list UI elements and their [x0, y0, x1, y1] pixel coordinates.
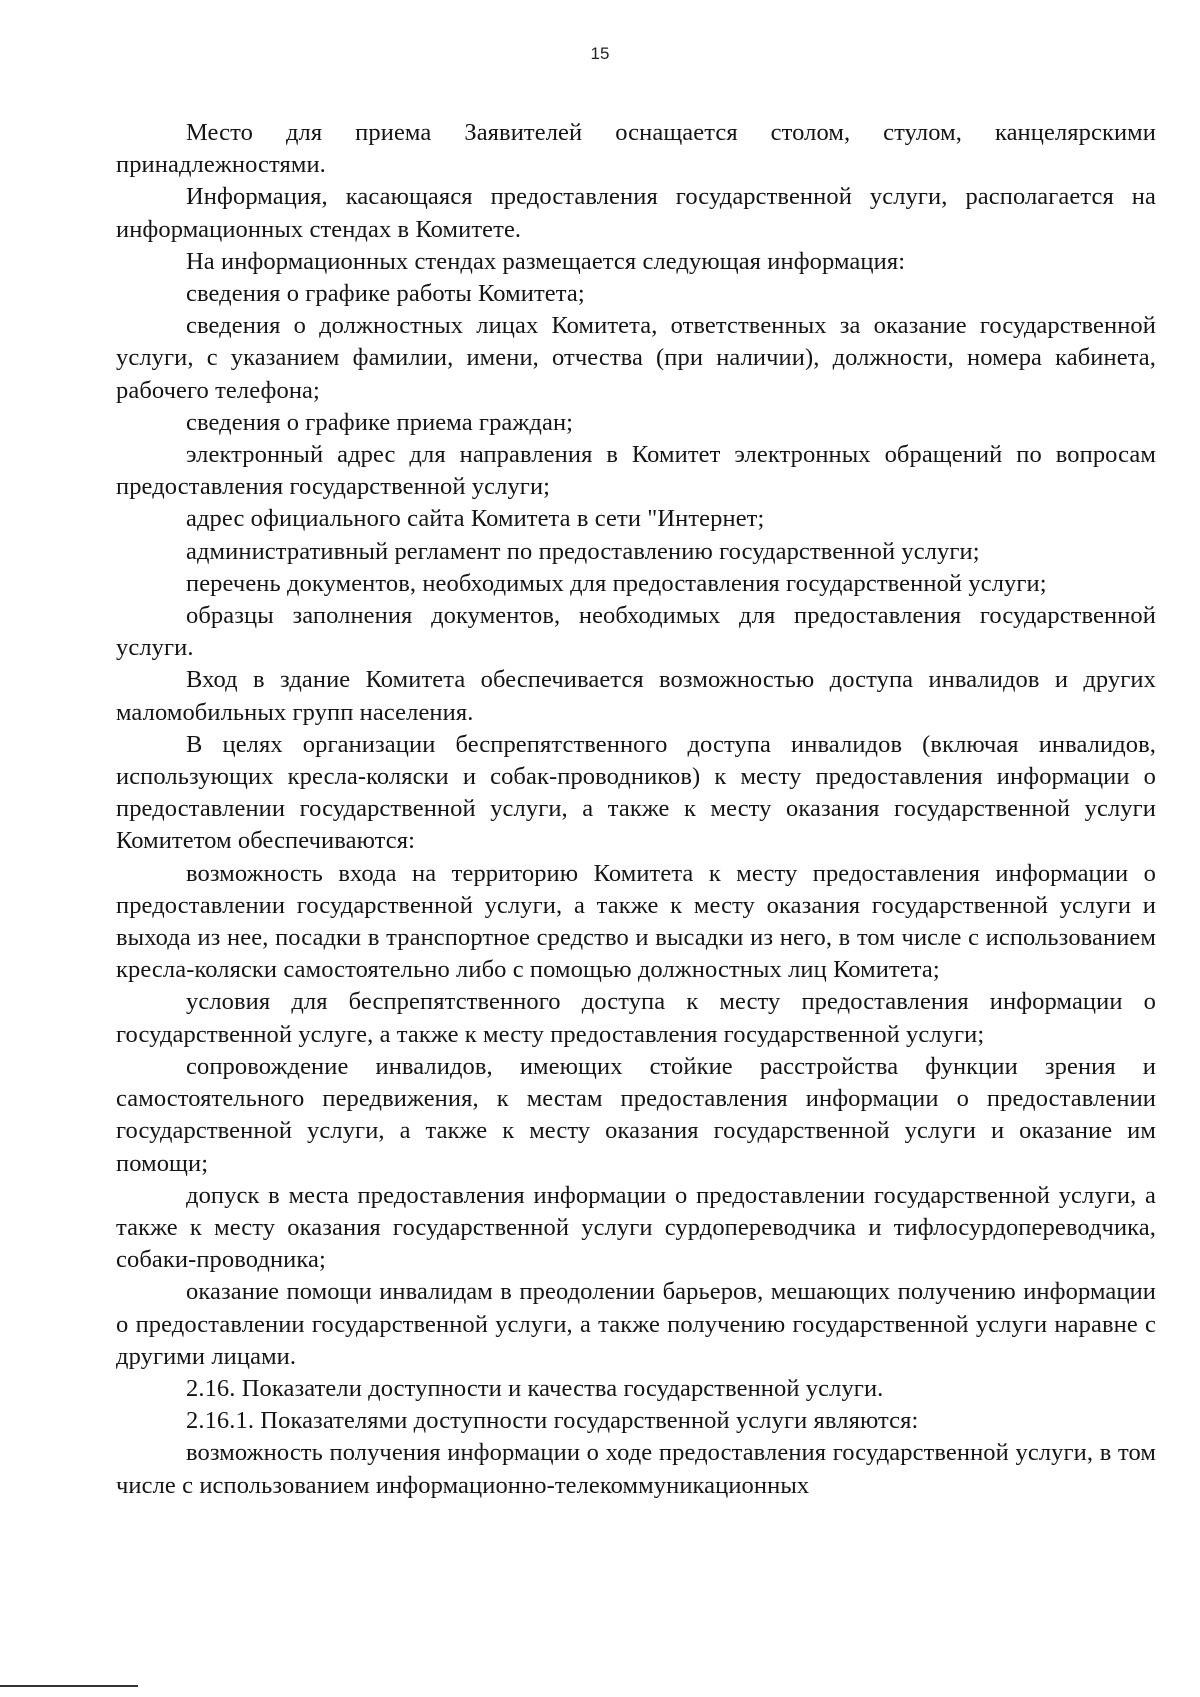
paragraph: перечень документов, необходимых для предоставления государственной услуги; [186, 569, 1047, 597]
document-body [116, 117, 1156, 1502]
paragraph: 2.16. Показатели доступности и качества государственной услуги. [186, 1374, 884, 1402]
paragraph: На информационных стендах размещается следующая информация: [186, 247, 906, 275]
paragraph: Информация, касающаяся предоставления государственной услуги, располагается на информационных стендах в Комитете. [116, 183, 1156, 243]
paragraph: возможность входа на территорию Комитета к месту предоставления информации о предоставлении государственной услуги, а также к месту оказания государственной услуги и выхода из нее, посадки в транспортное средство и высадки из него, в том числе с использованием кресла-коляски самостоятельно либо с помощью должностных лиц Комитета; [116, 859, 1156, 984]
paragraph: 2.16.1. Показателями доступности государственной услуги являются: [186, 1407, 919, 1435]
paragraph: административный регламент по предоставлению государственной услуги; [186, 537, 980, 565]
bottom-divider [0, 1685, 138, 1687]
paragraph: В целях организации беспрепятственного доступа инвалидов (включая инвалидов, использующих кресла-коляски и собак-проводников) к месту предоставления информации о предоставлении государственной услуги, а также к месту оказания государственной услуги Комитетом обеспечиваются: [116, 730, 1156, 855]
paragraph: Место для приема Заявителей оснащается столом, стулом, канцелярскими принадлежностями. [116, 119, 1156, 179]
paragraph: сведения о графике работы Комитета; [186, 280, 585, 308]
paragraph: возможность получения информации о ходе предоставления государственной услуги, в том числе с использованием информационно-телекоммуникационных [116, 1439, 1156, 1499]
paragraph: сопровождение инвалидов, имеющих стойкие расстройства функции зрения и самостоятельного передвижения, к местам предоставления информации о предоставлении государственной услуги, а также к месту оказания государственной услуги и оказание им помощи; [116, 1052, 1156, 1177]
paragraph: электронный адрес для направления в Комитет электронных обращений по вопросам предоставления государственной услуги; [116, 441, 1156, 501]
paragraph: образцы заполнения документов, необходимых для предоставления государственной услуги. [116, 602, 1156, 662]
paragraph: сведения о должностных лицах Комитета, ответственных за оказание государственной услуги, с указанием фамилии, имени, отчества (при наличии), должности, номера кабинета, рабочего телефона; [116, 312, 1156, 404]
paragraph: допуск в места предоставления информации о предоставлении государственной услуги, а также к месту оказания государственной услуги сурдопереводчика и тифлосурдопереводчика, собаки-проводника; [116, 1181, 1156, 1274]
paragraph: адрес официального сайта Комитета в сети "Интернет; [186, 505, 765, 533]
paragraph: оказание помощи инвалидам в преодолении барьеров, мешающих получению информации о предоставлении государственной услуги, а также получению государственной услуги наравне с другими лицами. [116, 1278, 1156, 1370]
paragraph: сведения о графике приема граждан; [186, 408, 574, 436]
paragraph: Вход в здание Комитета обеспечивается возможностью доступа инвалидов и других маломобильных групп населения. [116, 666, 1156, 726]
paragraph: условия для беспрепятственного доступа к месту предоставления информации о государственной услуге, а также к месту предоставления государственной услуги; [116, 988, 1156, 1048]
page-number: 15 [590, 44, 610, 63]
